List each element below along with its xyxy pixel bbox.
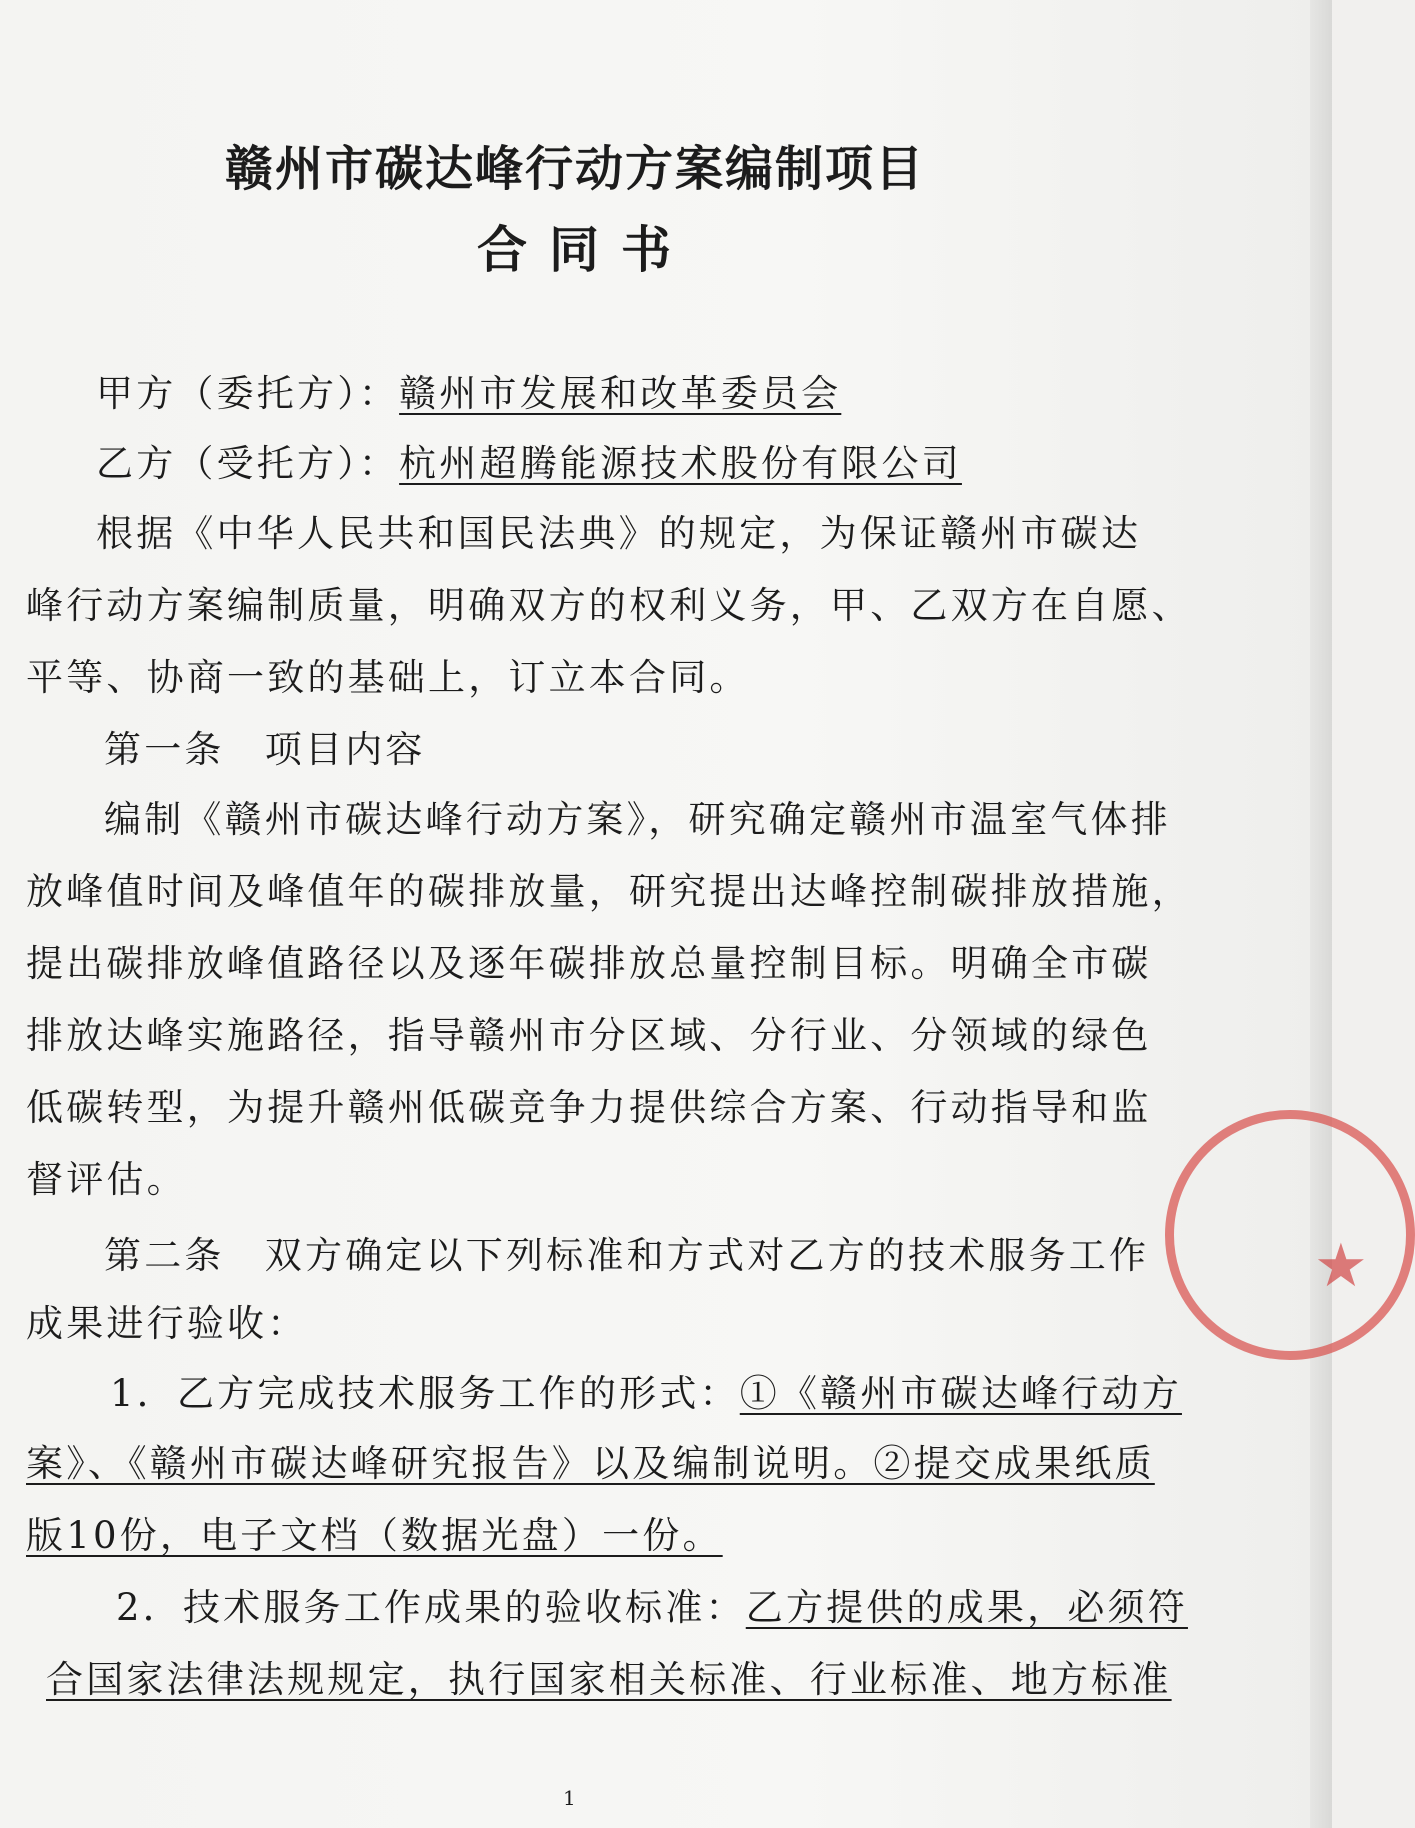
article2-item1	[110, 1370, 1182, 1418]
article1-line: 编制《赣州市碳达峰行动方案》，研究确定赣州市温室气体排	[104, 798, 1171, 841]
intro-line: 根据《中华人民共和国民法典》的规定，为保证赣州市碳达	[96, 512, 1142, 555]
article1-line: 排放达峰实施路径，指导赣州市分区域、分行业、分领域的绿色	[26, 1014, 1152, 1057]
party-b-value: 杭州超腾能源技术股份有限公司	[399, 442, 962, 485]
item2-underlined: 乙方提供的成果，必须符	[745, 1586, 1188, 1629]
page-number: 1	[563, 1786, 576, 1810]
item2-prefix: 2．技术服务工作成果的验收标准：	[116, 1586, 746, 1629]
party-a-line	[96, 370, 841, 418]
item2-line: 合国家法律法规规定，执行国家相关标准、行业标准、地方标准	[46, 1658, 1172, 1701]
document-title: 赣州市碳达峰行动方案编制项目	[224, 141, 925, 197]
intro-line: 峰行动方案编制质量，明确双方的权利义务，甲、乙双方在自愿、	[26, 584, 1192, 627]
article1-line: 放峰值时间及峰值年的碳排放量，研究提出达峰控制碳排放措施，	[26, 870, 1192, 913]
item1-line: 版10份，电子文档（数据光盘）一份。	[26, 1514, 723, 1557]
item1-underlined: ①《赣州市碳达峰行动方	[739, 1372, 1182, 1415]
intro-line: 平等、协商一致的基础上，订立本合同。	[26, 656, 750, 699]
item1-line: 案》、《赣州市碳达峰研究报告》以及编制说明。②提交成果纸质	[26, 1442, 1155, 1485]
company-seal-stamp	[1165, 1110, 1415, 1360]
item1-prefix: 1．乙方完成技术服务工作的形式：	[110, 1372, 740, 1415]
article2-line: 成果进行验收：	[26, 1302, 308, 1345]
party-a-value: 赣州市发展和改革委员会	[399, 372, 842, 415]
article2-line: 第二条 双方确定以下列标准和方式对乙方的技术服务工作	[104, 1234, 1150, 1277]
article2-item2	[116, 1584, 1188, 1632]
party-b-label: 乙方（受托方）：	[96, 442, 400, 485]
document-subtitle: 合同书	[477, 220, 693, 279]
article1-line: 低碳转型，为提升赣州低碳竞争力提供综合方案、行动指导和监	[26, 1086, 1152, 1129]
article1-line: 督评估。	[26, 1158, 187, 1201]
article1-heading: 第一条 项目内容	[104, 728, 426, 771]
party-b-line	[96, 440, 962, 488]
seal-star-icon: ★	[1314, 1231, 1368, 1301]
article1-line: 提出碳排放峰值路径以及逐年碳排放总量控制目标。明确全市碳	[26, 942, 1152, 985]
page-edge	[1310, 0, 1332, 1828]
party-a-label: 甲方（委托方）：	[96, 372, 400, 415]
